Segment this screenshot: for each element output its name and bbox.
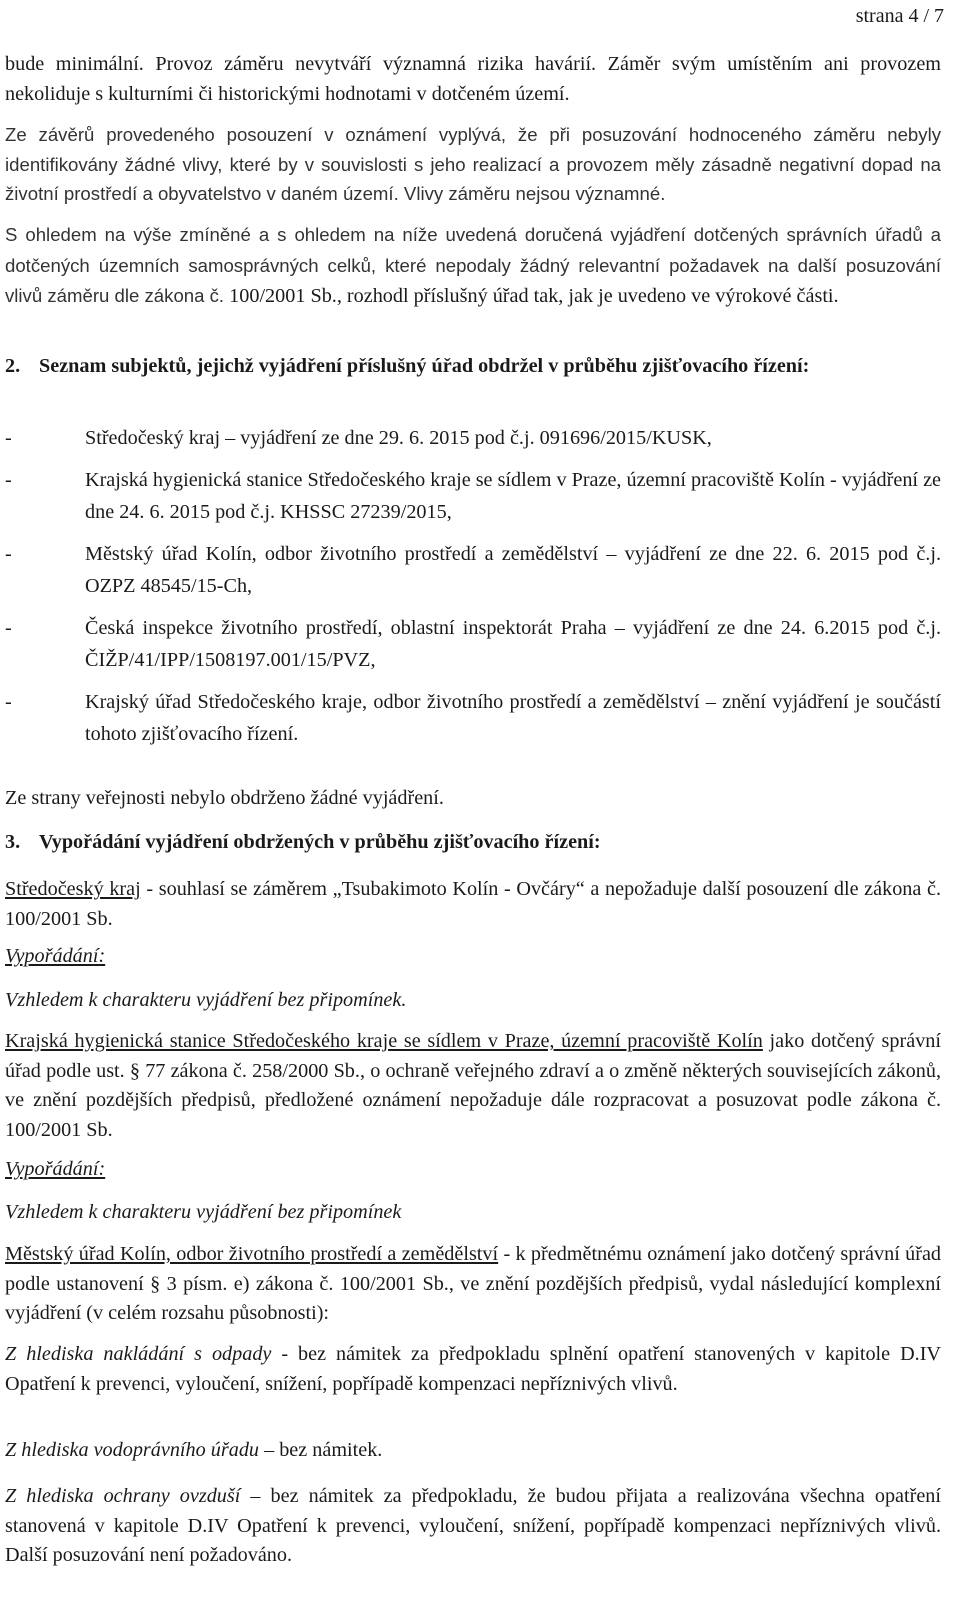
kraj-text: - souhlasí se záměrem „Tsubakimoto Kolín - Ovčáry“ a nepožaduje další posouzení dle zákona č. 100/2001 Sb. xyxy=(5,878,941,930)
paragraph-mu xyxy=(5,1240,941,1329)
page-number: strana 4 / 7 xyxy=(855,5,944,27)
kraj-response: Vzhledem k charakteru vyjádření bez připomínek. xyxy=(5,989,407,1011)
list-item: - Městský úřad Kolín, odbor životního prostředí a zemědělství – vyjádření ze dne 22. 6. 2015 pod č.j. OZPZ 48545/15-Ch, xyxy=(5,543,941,597)
ovzdusi-text: – bez námitek za předpokladu, že budou přijata a realizována všechna opatření stanovená v kapitole D.IV Opatření k prevenci, vyloučení, snížení, popřípadě kompenzaci nepříznivých vlivů. Další posuzování není požadováno. xyxy=(5,1485,942,1566)
section-2-number: 2. xyxy=(5,355,21,377)
voda-label: Z hlediska vodoprávního úřadu xyxy=(5,1439,260,1461)
mu-text: - k předmětnému oznámení jako dotčený správní úřad podle ustanovení § 3 písm. e) zákona č. 100/2001 Sb., ve znění pozdějších předpisů, vydal následující komplexní vyjádření (v celém rozsahu působnosti): xyxy=(5,1243,941,1324)
paragraph-khs xyxy=(5,1027,941,1145)
paragraph-decision xyxy=(5,220,941,312)
public-note: Ze strany veřejnosti nebylo obdrženo žádné vyjádření. xyxy=(5,787,444,809)
khs-text: jako dotčený správní úřad podle ust. § 77 zákona č. 258/2000 Sb., o ochraně veřejného zdraví a o změně některých souvisejících zákonů, ve znění pozdějších předpisů, předložené oznámení nepožaduje dále rozpracovat a posuzovat podle zákona č. 100/2001 Sb. xyxy=(5,1030,941,1141)
list-item: - Středočeský kraj – vyjádření ze dne 29. 6. 2015 pod č.j. 091696/2015/KUSK, xyxy=(5,427,712,449)
section-2-title: Seznam subjektů, jejichž vyjádření příslušný úřad obdržel v průběhu zjišťovacího řízení: xyxy=(39,355,810,377)
section-3-title: Vypořádání vyjádření obdržených v průběhu zjišťovacího řízení: xyxy=(39,831,601,853)
section-2-heading xyxy=(5,351,941,381)
paragraph-conclusion: Ze závěrů provedeného posouzení v oznámení vyplývá, že při posuzování hodnoceného záměru nebyly identifikovány žádné vlivy, které by v souvislosti s jeho realizací a provozem měly zásadně negativní dopad na životní prostředí a obyvatelstvo v daném území. Vlivy záměru nejsou významné. xyxy=(5,124,941,204)
paragraph-odpady xyxy=(5,1340,941,1399)
khs-name: Krajská hygienická stanice Středočeského kraje se sídlem v Praze, územní pracoviště Kolín xyxy=(5,1030,763,1052)
section-3-number: 3. xyxy=(5,831,21,853)
paragraph-voda xyxy=(5,1436,941,1466)
list-item: - Krajská hygienická stanice Středočeského kraje se sídlem v Praze, územní pracoviště Kolín - vyjádření ze dne 24. 6. 2015 pod č.j. KHSSC 27239/2015, xyxy=(5,469,941,523)
odpady-text: - bez námitek za předpokladu splnění opatření stanovených v kapitole D.IV Opatření k prevenci, vyloučení, snížení, popřípadě kompenzaci nepříznivých vlivů. xyxy=(5,1343,941,1395)
paragraph-intro: bude minimální. Provoz záměru nevytváří významná rizika havárií. Záměr svým umístěním ani provozem nekoliduje s kulturními či historickými hodnotami v dotčeném území. xyxy=(5,53,941,105)
section-3-heading xyxy=(5,828,941,858)
decision-sans-part: S ohledem na výše zmíněné a s ohledem na níže uvedená doručená vyjádření dotčených správních úřadů a dotčených územních samosprávných celků, které nepodaly žádný relevantní požadavek na další posuzování vlivů záměru dle zákona č. xyxy=(5,224,941,306)
ovzdusi-label: Z hlediska ochrany ovzduší xyxy=(5,1485,241,1507)
paragraph-kraj xyxy=(5,875,941,934)
list-item: - Krajský úřad Středočeského kraje, odbor životního prostředí a zemědělství – znění vyjádření je součástí tohoto zjišťovacího řízení. xyxy=(5,691,941,745)
section-2-list xyxy=(5,422,941,750)
voda-text: – bez námitek. xyxy=(259,1439,383,1461)
decision-serif-part: 100/2001 Sb., rozhodl příslušný úřad tak, jak je uvedeno ve výrokové části. xyxy=(224,285,839,307)
odpady-label: Z hlediska nakládání s odpady xyxy=(5,1343,272,1365)
paragraph-ovzdusi xyxy=(5,1482,941,1571)
list-item: - Česká inspekce životního prostředí, oblastní inspektorát Praha – vyjádření ze dne 24. 6.2015 pod č.j. ČIŽP/41/IPP/1508197.001/15/PVZ, xyxy=(5,617,941,671)
khs-response: Vzhledem k charakteru vyjádření bez připomínek xyxy=(5,1201,402,1223)
kraj-name: Středočeský kraj xyxy=(5,878,141,900)
mu-name: Městský úřad Kolín, odbor životního prostředí a zemědělství xyxy=(5,1243,499,1265)
khs-vyporadani-label: Vypořádání: xyxy=(5,1158,106,1180)
kraj-vyporadani-label: Vypořádání: xyxy=(5,945,106,967)
